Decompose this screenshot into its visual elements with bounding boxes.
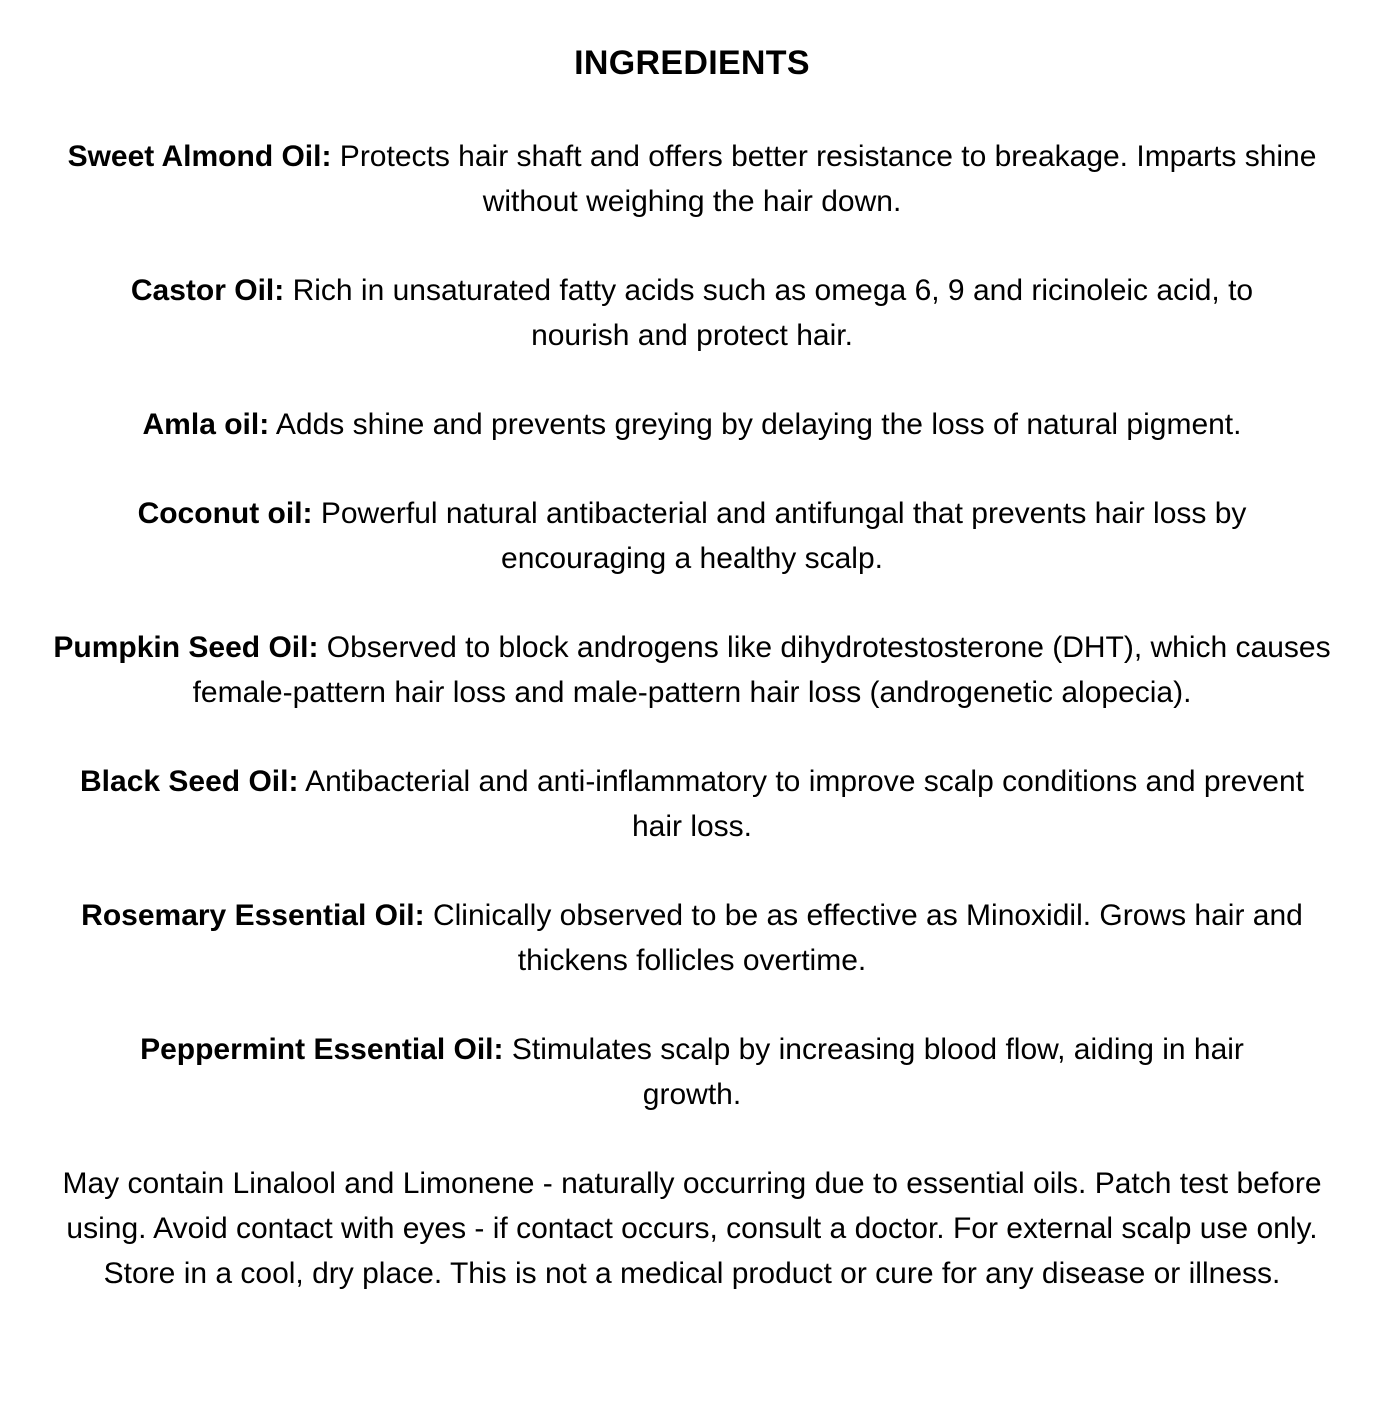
ingredient-name: Pumpkin Seed Oil:	[53, 631, 319, 664]
ingredient-name: Peppermint Essential Oil:	[140, 1033, 504, 1066]
ingredient-description: Clinically observed to be as effective as Minoxidil. Grows hair and thickens follicles overtime.	[424, 899, 1303, 977]
ingredient-description: Adds shine and prevents greying by delaying the loss of natural pigment.	[269, 408, 1242, 441]
ingredient-peppermint-essential-oil	[90, 1027, 1294, 1117]
ingredient-description: Rich in unsaturated fatty acids such as omega 6, 9 and ricinoleic acid, to nourish and protect hair.	[284, 274, 1254, 352]
ingredient-description: Powerful natural antibacterial and antifungal that prevents hair loss by encouraging a healthy scalp.	[312, 497, 1247, 575]
ingredient-description: Protects hair shaft and offers better resistance to breakage. Imparts shine without weighing the hair down.	[331, 140, 1317, 218]
ingredient-castor-oil	[80, 268, 1304, 358]
ingredient-black-seed-oil	[70, 759, 1314, 849]
ingredient-name: Amla oil:	[142, 408, 270, 441]
ingredient-description: Observed to block androgens like dihydrotestosterone (DHT), which causes female-pattern hair loss and male-pattern hair loss (androgenetic alopecia).	[192, 631, 1331, 709]
ingredient-name: Sweet Almond Oil:	[67, 140, 332, 173]
ingredient-amla-oil	[44, 402, 1340, 447]
ingredient-coconut-oil	[80, 491, 1304, 581]
ingredient-description: Stimulates scalp by increasing blood flow, aiding in hair growth.	[503, 1033, 1244, 1111]
ingredient-pumpkin-seed-oil	[40, 625, 1344, 715]
safety-notice: May contain Linalool and Limonene - naturally occurring due to essential oils. Patch test before using. Avoid contact with eyes - if contact occurs, consult a doctor. For external scalp use only. Store in a cool, dry place. This is not a medical product or cure for any disease or illness.	[62, 1167, 1322, 1290]
ingredient-name: Black Seed Oil:	[80, 765, 299, 798]
ingredient-sweet-almond-oil	[44, 134, 1340, 224]
ingredient-name: Rosemary Essential Oil:	[81, 899, 425, 932]
ingredient-name: Castor Oil:	[130, 274, 285, 307]
page-title: INGREDIENTS	[574, 44, 810, 82]
ingredient-rosemary-essential-oil	[60, 893, 1324, 983]
ingredient-description: Antibacterial and anti-inflammatory to improve scalp conditions and prevent hair loss.	[298, 765, 1304, 843]
ingredient-name: Coconut oil:	[137, 497, 313, 530]
